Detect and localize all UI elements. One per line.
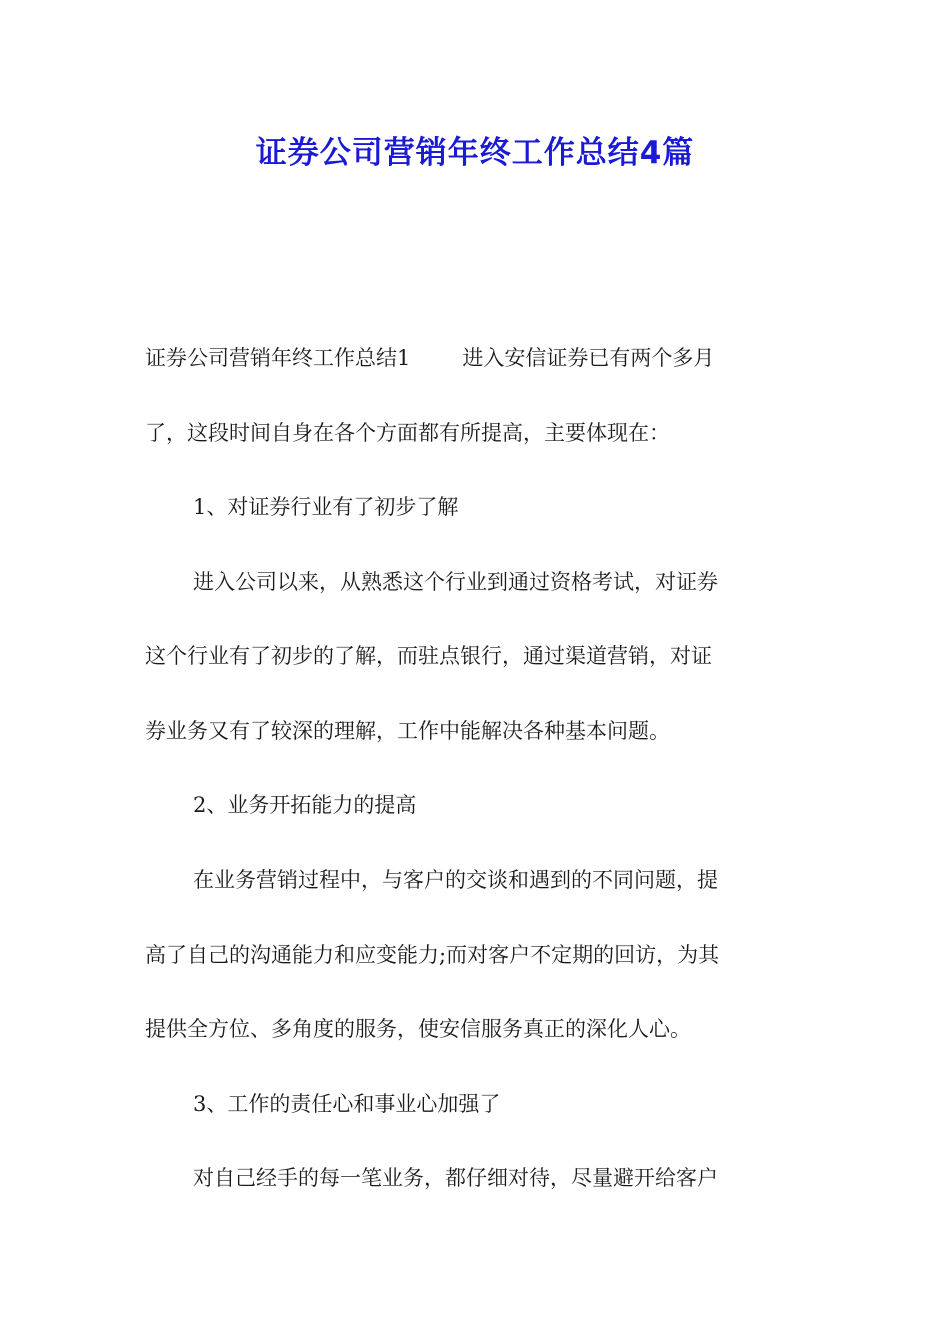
- paragraph-line: 了，这段时间自身在各个方面都有所提高，主要体现在：: [145, 421, 670, 445]
- paragraph-line: 在业务营销过程中，与客户的交谈和遇到的不同问题，提: [193, 868, 718, 892]
- paragraph-text: 进入安信证券已有两个多月: [462, 346, 715, 370]
- paragraph-line: 这个行业有了初步的了解，而驻点银行，通过渠道营销，对证: [145, 644, 712, 668]
- document-title: 证券公司营销年终工作总结4篇: [255, 135, 695, 171]
- paragraph-line: 对自己经手的每一笔业务，都仔细对待，尽量避开给客户: [193, 1166, 718, 1190]
- paragraph-line: 提供全方位、多角度的服务，使安信服务真正的深化人心。: [145, 1017, 691, 1041]
- paragraph-line: 高了自己的沟通能力和应变能力;而对客户不定期的回访，为其: [145, 943, 720, 967]
- list-heading-3: 3、工作的责任心和事业心加强了: [193, 1092, 501, 1116]
- list-heading-2: 2、业务开拓能力的提高: [193, 793, 417, 817]
- list-heading-1: 1、对证券行业有了初步了解: [193, 495, 459, 519]
- paragraph-line: 券业务又有了较深的理解，工作中能解决各种基本问题。: [145, 719, 670, 743]
- paragraph-line: 进入公司以来，从熟悉这个行业到通过资格考试，对证券: [193, 570, 718, 594]
- paragraph-line: [145, 343, 810, 373]
- section-heading-1: 证券公司营销年终工作总结1: [145, 346, 411, 370]
